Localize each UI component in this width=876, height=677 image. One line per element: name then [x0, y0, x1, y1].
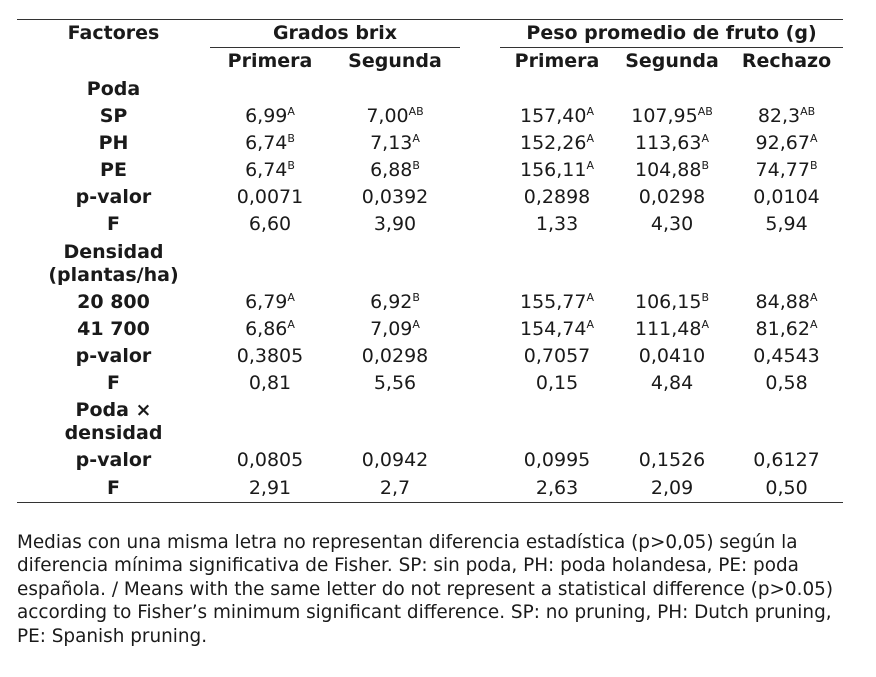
table-row	[17, 475, 843, 503]
value-cell: 0,0392	[361, 186, 429, 209]
gap-cell	[460, 130, 500, 157]
gap-cell	[460, 447, 500, 474]
value-cell	[730, 157, 843, 184]
value-cell	[730, 289, 843, 316]
significance-letter: B	[701, 290, 710, 304]
value-cell: 2,09	[614, 475, 730, 503]
row-label: p-valor	[75, 345, 152, 368]
value-cell: 0,4543	[753, 345, 820, 368]
significance-letter: A	[586, 290, 595, 304]
row-label: 20 800	[77, 290, 150, 313]
cell-value: 106,15	[635, 290, 702, 313]
value-cell	[330, 289, 460, 316]
value-cell: 5,94	[765, 213, 808, 236]
value-cell	[730, 316, 843, 343]
cell-value: 6,99	[245, 104, 288, 127]
cell-value: 7,00	[366, 104, 409, 127]
value-cell	[210, 157, 330, 184]
cell-value: 84,88	[755, 290, 810, 313]
table-row	[17, 184, 843, 211]
value-cell: 0,0298	[638, 186, 706, 209]
value-cell: 0,0995	[523, 449, 591, 472]
cell-value: 6,79	[245, 290, 288, 313]
value-cell	[210, 130, 330, 157]
table-row	[17, 130, 843, 157]
cell-value: 6,74	[245, 159, 288, 181]
row-label: F	[17, 475, 210, 503]
value-cell: 5,56	[373, 372, 417, 395]
significance-letter: A	[287, 317, 295, 331]
significance-letter: B	[287, 131, 295, 145]
header-peso-primera: Primera	[514, 50, 600, 73]
value-cell: 4,30	[650, 213, 694, 236]
gap-cell	[460, 343, 500, 370]
significance-letter: A	[701, 131, 710, 145]
cell-value: 7,09	[370, 317, 413, 340]
significance-letter: B	[412, 290, 420, 304]
significance-letter: A	[701, 317, 710, 331]
value-cell: 0,15	[535, 372, 579, 395]
cell-value: 6,88	[370, 159, 413, 181]
results-table	[17, 19, 843, 503]
value-cell: 6,60	[248, 213, 292, 236]
value-cell: 3,90	[373, 213, 417, 236]
value-cell: 0,0805	[236, 449, 304, 472]
header-brix-primera: Primera	[227, 50, 313, 73]
significance-letter: A	[412, 317, 420, 331]
value-cell	[330, 316, 460, 343]
significance-letter: A	[287, 290, 295, 304]
cell-value: 6,86	[245, 317, 288, 340]
value-cell	[500, 130, 614, 157]
table-row	[17, 370, 843, 397]
header-peso: Peso promedio de fruto (g)	[500, 20, 843, 48]
row-label: p-valor	[75, 449, 152, 472]
header-gap-2	[460, 48, 500, 76]
cell-value: 7,13	[370, 131, 413, 154]
header-gap	[460, 20, 500, 48]
table-row	[17, 211, 843, 238]
gap-cell	[460, 184, 500, 211]
value-cell: 0,0104	[753, 186, 820, 209]
gap-cell	[460, 103, 500, 130]
value-cell: 1,33	[535, 213, 579, 236]
value-cell: 0,0410	[638, 345, 706, 368]
results-table-container	[17, 19, 843, 503]
value-cell: 2,91	[210, 475, 330, 503]
section-label-poda: Poda	[86, 77, 141, 100]
header-empty	[17, 48, 210, 76]
significance-letter: B	[701, 159, 710, 172]
value-cell: 4,84	[650, 372, 694, 395]
cell-value: 157,40	[520, 104, 587, 127]
significance-letter: AB	[408, 104, 424, 118]
significance-letter: B	[412, 159, 420, 172]
cell-value: 113,63	[635, 131, 702, 154]
table-row	[17, 157, 843, 184]
cell-value: 6,74	[245, 131, 288, 154]
section-row-poda	[17, 75, 843, 102]
header-peso-segunda: Segunda	[625, 50, 719, 73]
table-body	[17, 75, 843, 502]
significance-letter: A	[809, 131, 818, 145]
value-cell	[614, 316, 730, 343]
row-label: PE	[100, 159, 127, 181]
value-cell	[210, 316, 330, 343]
header-peso-rechazo: Rechazo	[741, 50, 832, 73]
table-row	[17, 289, 843, 316]
value-cell	[614, 130, 730, 157]
value-cell	[500, 103, 614, 130]
header-brix-segunda: Segunda	[348, 50, 442, 73]
cell-value: 81,62	[755, 317, 810, 340]
header-row-sub	[17, 48, 843, 76]
gap-cell	[460, 475, 500, 503]
row-label: F	[107, 213, 120, 236]
value-cell: 0,0298	[361, 345, 429, 368]
section-row-densidad	[17, 239, 843, 289]
value-cell	[614, 157, 730, 184]
significance-letter: B	[287, 159, 295, 172]
value-cell: 0,81	[248, 372, 292, 395]
value-cell: 0,2898	[523, 186, 591, 209]
row-label: SP	[99, 104, 128, 127]
section-label-interaccion: Poda × densidad	[64, 399, 163, 445]
value-cell: 0,0071	[236, 186, 304, 209]
row-label: F	[107, 372, 120, 395]
gap-cell	[460, 157, 500, 184]
value-cell: 0,0942	[361, 449, 429, 472]
gap-cell	[460, 211, 500, 238]
significance-letter: A	[809, 317, 818, 331]
gap-cell	[460, 370, 500, 397]
significance-letter: B	[809, 159, 818, 172]
value-cell	[330, 103, 460, 130]
value-cell	[330, 130, 460, 157]
cell-value: 156,11	[520, 159, 587, 181]
value-cell: 2,63	[500, 475, 614, 503]
significance-letter: A	[412, 131, 420, 145]
section-row-interaccion	[17, 397, 843, 447]
cell-value: 92,67	[755, 131, 810, 154]
cell-value: 111,48	[635, 317, 702, 340]
significance-letter: AB	[800, 104, 816, 118]
significance-letter: A	[586, 104, 595, 118]
value-cell: 2,7	[330, 475, 460, 503]
significance-letter: AB	[697, 104, 713, 118]
value-cell	[500, 316, 614, 343]
cell-value: 82,3	[757, 104, 801, 127]
significance-letter: A	[287, 104, 295, 118]
significance-letter: A	[586, 317, 595, 331]
gap-cell	[460, 316, 500, 343]
value-cell	[614, 289, 730, 316]
value-cell	[614, 103, 730, 130]
value-cell	[730, 130, 843, 157]
cell-value: 107,95	[631, 104, 698, 127]
table-row	[17, 343, 843, 370]
significance-letter: A	[586, 159, 595, 172]
cell-value: 104,88	[635, 159, 702, 181]
header-factores: Factores	[67, 22, 160, 45]
row-label: PH	[98, 131, 129, 154]
table-footnote: Medias con una misma letra no representan diferencia estadística (p>0,05) según la diferencia mínima significativa de Fisher. SP: sin poda, PH: poda holandesa, PE: poda española. / Means with the same letter do not represent a statistical difference (p>0.05) according to Fisher’s minimum significant difference. SP: no pruning, PH: Dutch pruning, PE: Spanish pruning.	[17, 532, 834, 647]
value-cell	[210, 103, 330, 130]
table-row	[17, 316, 843, 343]
cell-value: 6,92	[370, 290, 413, 313]
header-grados-brix: Grados brix	[210, 20, 460, 48]
significance-letter: A	[586, 131, 595, 145]
header-row-groups	[17, 20, 843, 48]
value-cell	[330, 157, 460, 184]
table-row	[17, 103, 843, 130]
cell-value: 74,77	[755, 159, 810, 181]
value-cell: 0,6127	[753, 449, 820, 472]
cell-value: 152,26	[520, 131, 587, 154]
value-cell: 0,58	[765, 372, 808, 395]
cell-value: 155,77	[520, 290, 587, 313]
table-row	[17, 447, 843, 474]
value-cell	[730, 103, 843, 130]
cell-value: 154,74	[520, 317, 587, 340]
value-cell	[500, 289, 614, 316]
value-cell: 0,50	[730, 475, 843, 503]
section-label-densidad: Densidad (plantas/ha)	[48, 240, 179, 286]
row-label: p-valor	[75, 186, 152, 209]
value-cell	[500, 157, 614, 184]
value-cell: 0,7057	[523, 345, 591, 368]
value-cell: 0,3805	[236, 345, 304, 368]
significance-letter: A	[809, 290, 818, 304]
value-cell	[210, 289, 330, 316]
gap-cell	[460, 289, 500, 316]
row-label: 41 700	[77, 317, 150, 340]
value-cell: 0,1526	[638, 449, 706, 472]
